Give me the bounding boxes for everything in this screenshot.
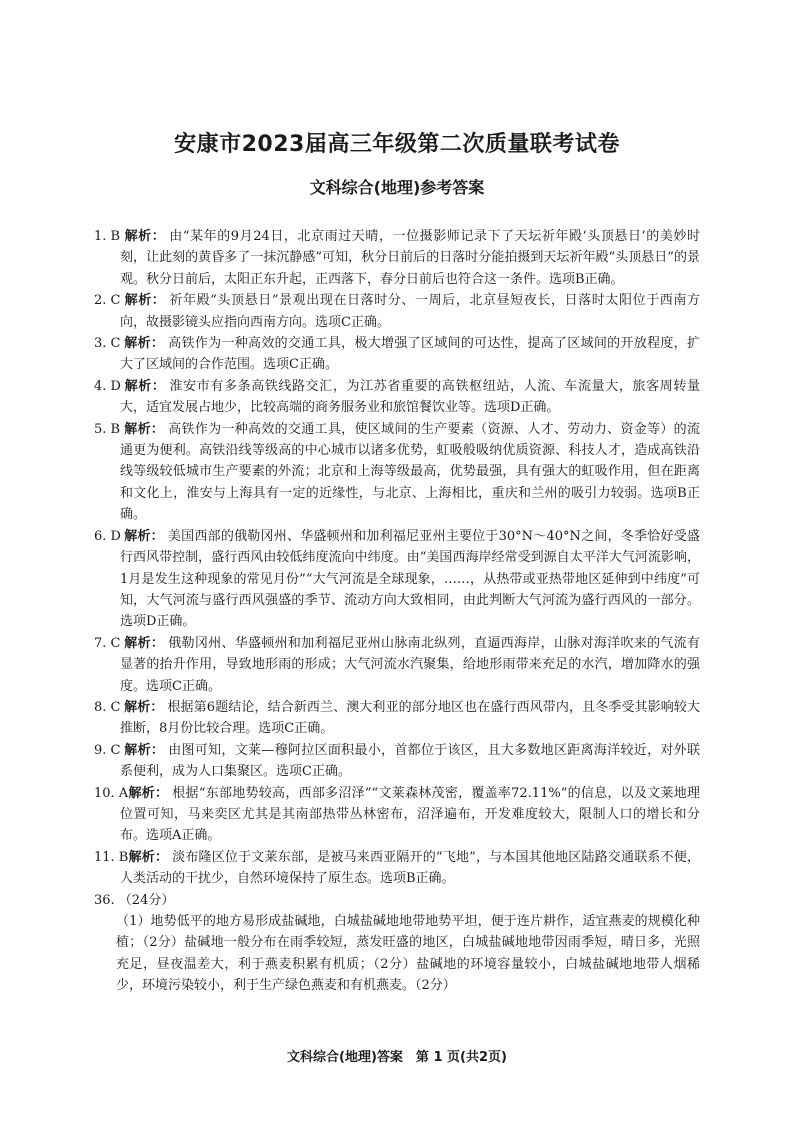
question-number: 4. D [94, 378, 121, 394]
page-subtitle: 文科综合(地理)参考答案 [309, 178, 485, 197]
analysis-text: 美国西部的俄勒冈州、华盛顿州和加利福尼亚州主要位于30°N～40°N之间，冬季恰好受盛行西风带控制，盛行西风由较低纬度流向中纬度。由“美国西海岸经常受到源自太平洋大气河流影响，1月是发生这种现象的常见月份”“大气河流是全球现象，……，从热带或亚热带地区延伸到中纬度”可知，大气河流与盛行西风强盛的季节、流动方向大致相同，由此判断大气河流为盛行西风的一部分。选项D正确。 [120, 528, 700, 630]
question-36-answer: （1）地势低平的地方易形成盐碱地，白城盐碱地地带地势平坦，便于连片耕作，适宜燕麦的规模化种植；（2分）盐碱地一般分布在雨季较短，蒸发旺盛的地区，白城盐碱地地带因雨季短，晴日多，光照充足，昼夜温差大，利于燕麦积累有机质；（2分）盐碱地的环境容量较小，白城盐碱地地带人烟稀少，环境污染较小，利于生产绿色燕麦和有机燕麦。（2分） [116, 914, 700, 994]
answer-item [94, 419, 700, 526]
analysis-label: 解析： [124, 378, 166, 394]
question-number: 7. C [94, 635, 121, 651]
question-number: 3. C [94, 336, 121, 352]
analysis-label: 解析： [124, 699, 164, 715]
answer-item [94, 783, 700, 847]
analysis-label: 解析： [128, 849, 169, 865]
analysis-text: 淡布隆区位于文莱东部，是被马来西亚隔开的“飞地”，与本国其他地区陆路交通联系不便，人类活动的干扰少，自然环境保持了原生态。选项B正确。 [120, 849, 700, 887]
analysis-text: 俄勒冈州、华盛顿州和加利福尼亚州山脉南北纵列，直逼西海岸，山脉对海洋吹来的气流有显著的抬升作用，导致地形雨的形成；大气河流水汽聚集，给地形雨带来充足的水汽，增加降水的强度。选项C正确。 [120, 635, 700, 694]
analysis-label: 解析： [128, 785, 169, 801]
answer-item [94, 333, 700, 376]
question-number: 9. C [94, 742, 121, 758]
analysis-label: 解析： [124, 528, 164, 544]
answer-item [94, 633, 700, 697]
question-number: 2. C [94, 293, 121, 309]
analysis-label: 解析： [124, 229, 166, 244]
page-title: 安康市2023届高三年级第二次质量联考试卷 [174, 132, 620, 157]
question-number: 8. C [94, 699, 121, 715]
analysis-label: 解析： [124, 336, 165, 352]
analysis-text: 由“某年的9月24日，北京雨过天晴，一位摄影师记录下了天坛祈年殿‘头顶悬日’的美妙时刻，让此刻的黄昏多了一抹沉静感”可知，秋分日前后的日落时分能拍摄到天坛祈年殿“头顶悬日”的景观。秋分日前后，太阳正东升起，正西落下，春分日前后也符合这一条件。选项B正确。 [120, 229, 700, 287]
analysis-text: 由图可知，文莱—穆阿拉区面积最小，首都位于该区，且大多数地区距离海洋较近，对外联系便利，成为人口集聚区。选项C正确。 [120, 742, 700, 780]
analysis-text: 根据第6题结论，结合新西兰、澳大利亚的部分地区也在盛行西风带内，且冬季受其影响较大推断，8月份比较合理。选项C正确。 [120, 699, 700, 737]
analysis-text: 根据“东部地势较高，西部多沼泽”“文莱森林茂密，覆盖率72.11%”的信息，以及文莱地理位置可知，马来奕区尤其是其南部热带丛林密布，沼泽遍布，开发难度较大，限制人口的增长和分布。选项A正确。 [120, 785, 700, 844]
answer-item [94, 526, 700, 633]
answer-item [94, 697, 700, 740]
question-number: 10. A [94, 785, 129, 801]
question-36-heading: 36. （24分） [94, 892, 175, 908]
analysis-text: 祈年殿“头顶悬日”景观出现在日落时分、一周后，北京昼短夜长，日落时太阳位于西南方向，故摄影镜头应指向西南方向。选项C正确。 [120, 293, 700, 330]
answer-item [94, 376, 700, 419]
answer-item [94, 847, 700, 890]
answer-item [94, 740, 700, 783]
question-number: 5. B [94, 421, 121, 437]
answer-item [94, 290, 700, 333]
question-number: 6. D [94, 528, 121, 544]
analysis-label: 解析： [124, 421, 165, 437]
analysis-text: 高铁作为一种高效的交通工具，使区域间的生产要素（资源、人才、劳动力、资金等）的流通更为便利。高铁沿线等级高的中心城市以诸多优势，虹吸般吸纳优质资源、科技人才，造成高铁沿线等级较低城市生产要素的外流；北京和上海等级最高，优势最强，具有强大的虹吸作用，但在距离和文化上，淮安与上海具有一定的近缘性，与北京、上海相比，重庆和兰州的吸引力较弱。选项B正确。 [120, 421, 700, 523]
analysis-label: 解析： [124, 293, 166, 309]
analysis-label: 解析： [124, 635, 165, 651]
question-number: 1. B [94, 229, 121, 244]
answer-list [94, 226, 700, 997]
page-footer: 文科综合(地理)答案 第 1 页(共2页) [287, 1050, 507, 1065]
analysis-text: 高铁作为一种高效的交通工具，极大增强了区域间的可达性，提高了区域间的开放程度，扩大了区域间的合作范围。选项C正确。 [120, 336, 700, 373]
analysis-text: 淮安市有多条高铁线路交汇，为江苏省重要的高铁枢纽站，人流、车流量大，旅客周转量大，适宜发展占地少，比较高端的商务服务业和旅馆餐饮业等。选项D正确。 [120, 378, 700, 416]
analysis-label: 解析： [124, 742, 165, 758]
question-number: 11. B [94, 849, 129, 865]
answer-item [94, 226, 700, 290]
